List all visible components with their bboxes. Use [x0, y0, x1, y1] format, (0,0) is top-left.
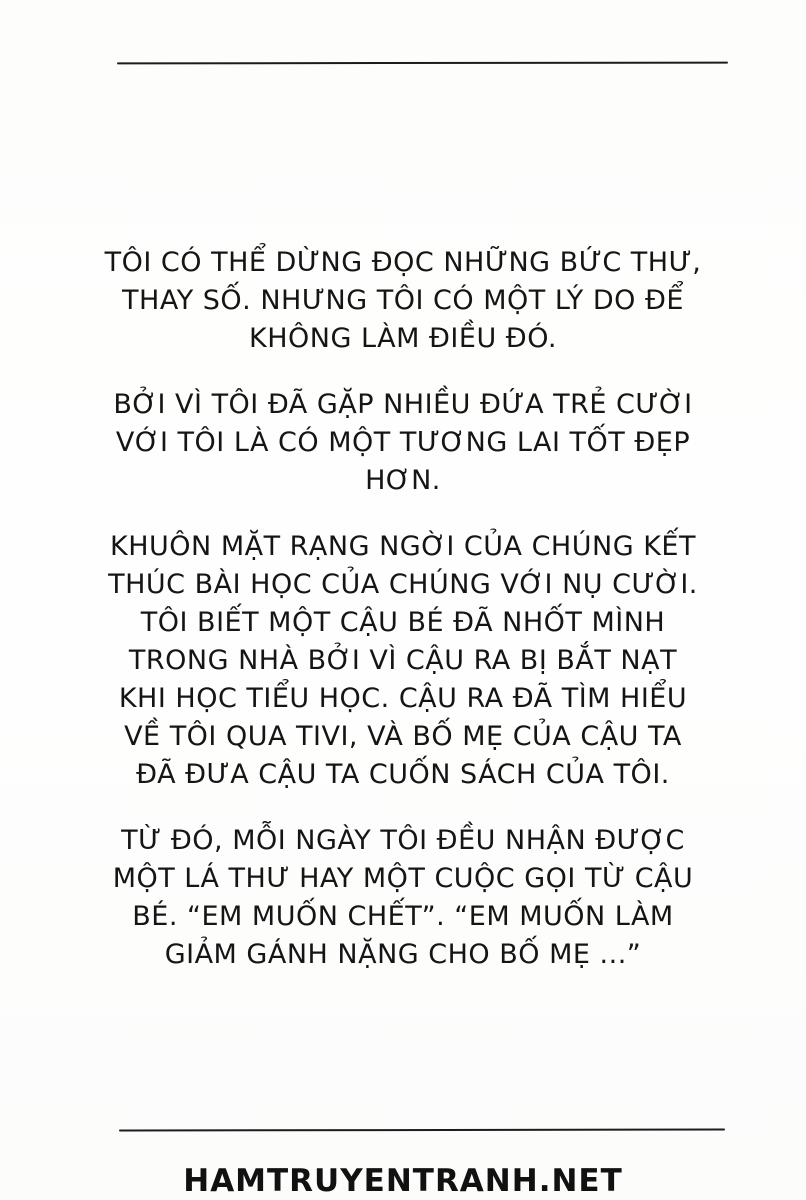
- text-line: VỚI TÔI LÀ CÓ MỘT TƯƠNG LAI TỐT ĐẸP: [115, 427, 691, 458]
- top-divider-line: [117, 62, 728, 65]
- text-line: VỀ TÔI QUA TIVI, VÀ BỐ MẸ CỦA CẬU TA: [124, 721, 682, 752]
- text-line: TỪ ĐÓ, MỖI NGÀY TÔI ĐỀU NHẬN ĐƯỢC: [121, 825, 685, 856]
- paragraph-3: [0, 528, 806, 794]
- text-line: ĐÃ ĐƯA CẬU TA CUỐN SÁCH CỦA TÔI.: [136, 759, 670, 790]
- text-line: KHI HỌC TIỂU HỌC. CẬU RA ĐÃ TÌM HIỂU: [118, 683, 688, 714]
- text-line: KHÔNG LÀM ĐIỀU ĐÓ.: [249, 323, 557, 354]
- text-line: BÉ. “EM MUỐN CHẾT”. “EM MUỐN LÀM: [132, 901, 674, 932]
- bottom-divider-line: [119, 1128, 725, 1131]
- text-line: TÔI BIẾT MỘT CẬU BÉ ĐÃ NHỐT MÌNH: [140, 607, 666, 638]
- text-line: MỘT LÁ THƯ HAY MỘT CUỘC GỌI TỪ CẬU: [112, 863, 694, 894]
- site-watermark: HAMTRUYENTRANH.NET: [183, 1163, 623, 1199]
- text-line: THÚC BÀI HỌC CỦA CHÚNG VỚI NỤ CƯỜI.: [108, 569, 698, 600]
- text-line: THAY SỐ. NHƯNG TÔI CÓ MỘT LÝ DO ĐỂ: [122, 285, 684, 316]
- paragraph-1: [0, 244, 806, 358]
- text-line: KHUÔN MẶT RẠNG NGỜI CỦA CHÚNG KẾT: [110, 531, 696, 562]
- text-line: BỞI VÌ TÔI ĐÃ GẶP NHIỀU ĐỨA TRẺ CƯỜI: [113, 389, 693, 420]
- text-line: TÔI CÓ THỂ DỪNG ĐỌC NHỮNG BỨC THƯ,: [104, 247, 702, 278]
- text-line: TRONG NHÀ BỞI VÌ CẬU RA BỊ BẮT NẠT: [128, 645, 678, 676]
- paragraph-2: [0, 386, 806, 500]
- text-line: GIẢM GÁNH NẶNG CHO BỐ MẸ ...”: [164, 939, 642, 970]
- paragraph-4: [0, 822, 806, 974]
- text-line: HƠN.: [365, 465, 441, 496]
- translated-text-block: [0, 244, 806, 1002]
